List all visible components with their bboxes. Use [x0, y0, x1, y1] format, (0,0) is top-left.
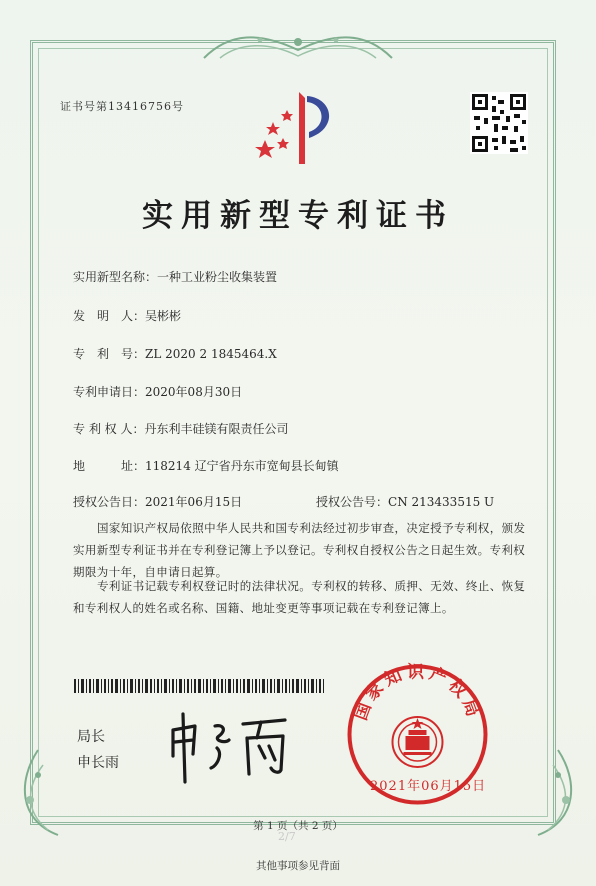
barcode-icon [74, 679, 324, 693]
signer-title: 局长 [77, 729, 105, 745]
seal-text: 国家知识产权局 [351, 662, 484, 724]
field-label: 发 明 人： [73, 309, 146, 323]
field-label: 专 利 号： [73, 347, 146, 361]
seal-date: 2021年06月15日 [370, 779, 487, 794]
field-label: 授权公告日： [73, 495, 146, 509]
record-paragraph: 专利证书记载专利权登记时的法律状况。专利权的转移、质押、无效、终止、恢复和专利权人的姓名或名称、国籍、地址变更等事项记载在专利登记簿上。 [73, 579, 526, 615]
field-address [73, 457, 339, 474]
field-value: 2020年08月30日 [145, 385, 243, 399]
footer-note: 其他事项参见背面 [256, 860, 340, 872]
field-value: 吴彬彬 [145, 309, 182, 323]
page-number: 第 1 页（共 2 页） [253, 820, 343, 832]
field-inventor [73, 307, 181, 324]
field-patentee [73, 420, 288, 437]
field-value: 2021年06月15日 [145, 495, 243, 509]
svg-text:国家知识产权局 [351, 663, 484, 723]
signer-name: 申长雨 [77, 755, 119, 771]
page-mark: 2/7 [278, 830, 296, 843]
qr-code-icon [470, 92, 528, 154]
field-value: ZL 2020 2 1845464.X [145, 347, 277, 361]
field-application-date [73, 383, 242, 400]
field-label: 授权公告号： [316, 495, 389, 509]
field-publication-number [316, 493, 494, 510]
field-value: 118214 辽宁省丹东市宽甸县长甸镇 [145, 459, 339, 473]
cnipa-logo-icon [255, 88, 341, 168]
field-label: 专利申请日： [73, 385, 146, 399]
field-label: 实用新型名称： [73, 270, 158, 284]
signature-icon [165, 708, 300, 786]
field-publication-date [73, 493, 242, 510]
field-utility-model-name [73, 268, 277, 285]
grant-paragraph: 国家知识产权局依照中华人民共和国专利法经过初步审查，决定授予专利权，颁发实用新型专利证书并在专利登记簿上予以登记。专利权自授权公告之日起生效。专利权期限为十年，自申请日起算。 [73, 521, 526, 579]
field-label: 专 利 权 人： [73, 422, 145, 436]
top-ornament [200, 28, 396, 68]
certificate-title: 实用新型专利证书 [142, 198, 454, 234]
certificate-number: 证书号第13416756号 [60, 100, 184, 113]
field-value: 一种工业粉尘收集装置 [157, 270, 278, 284]
field-value: CN 213433515 U [388, 495, 495, 509]
field-patent-number [73, 345, 277, 362]
field-label: 地 址： [73, 459, 146, 473]
field-value: 丹东利丰硅镁有限责任公司 [144, 422, 289, 436]
